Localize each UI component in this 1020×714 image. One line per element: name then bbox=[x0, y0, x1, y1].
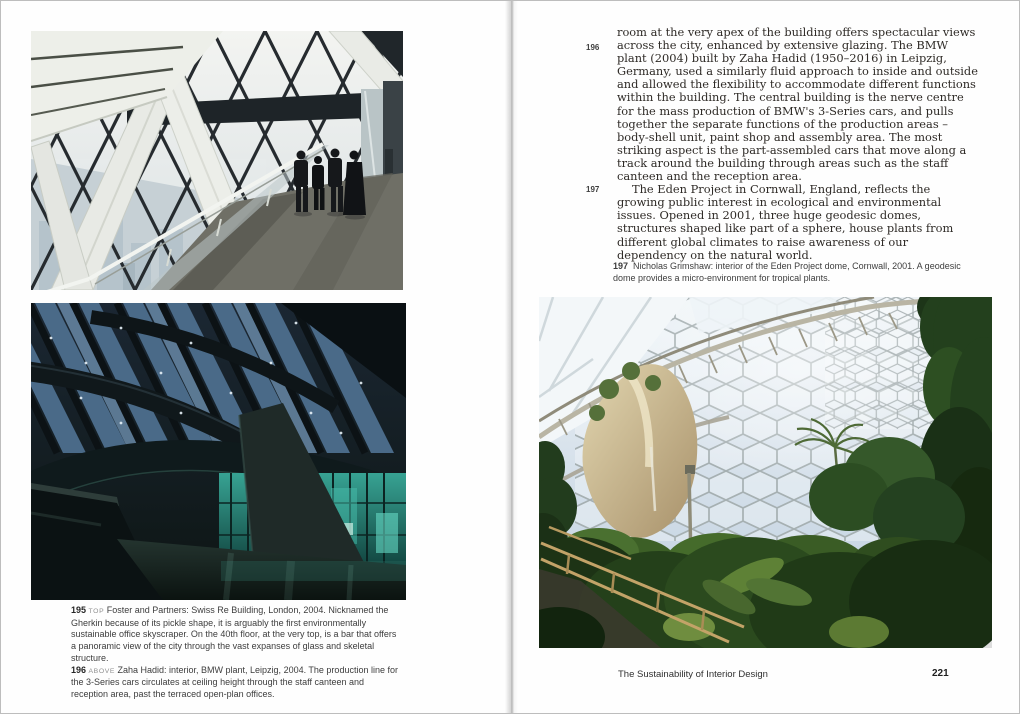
cliff bbox=[583, 362, 698, 538]
body-paragraph-2: The Eden Project in Cornwall, England, reflects the growing public interest in ecological and environmental issues. Opened in 2001, three huge geodesic domes, structures shaped like part of a sphere, house plants from different global climates to raise awareness of our dependency on the natural world. bbox=[617, 182, 954, 262]
caption-195-number: 195 bbox=[71, 605, 87, 615]
body-paragraph-1: room at the very apex of the building offers spectacular views across the city, enhanced by extensive glazing. The BMW plant (2004) built by Zaha Hadid (1950–2016) in Leipzig, Germany, used a similarly fluid approach to inside and outside and allowed the flexibility to accommodate different functions within the building. The central building is the nerve centre for the mass production of BMW's 3-Series cars, and pulls together the separate functions of the production areas – body-shell unit, paint shop and assembly area. The most striking aspect is the part-assembled cars that move along a track around the building through areas such as the staff canteen and the reception area. bbox=[617, 25, 978, 184]
margin-figure-ref-196: 196 bbox=[586, 43, 600, 52]
caption-197-number: 197 bbox=[613, 261, 629, 271]
margin-figure-ref-197: 197 bbox=[586, 185, 600, 194]
caption-196-text: Zaha Hadid: interior, BMW plant, Leipzig, 2004. The production line for the 3-Series cars circulates at ceiling height through the staff canteen and reception area, past the terraced open-plan offices. bbox=[71, 664, 398, 699]
caption-196-number: 196 bbox=[71, 664, 87, 675]
left-captions bbox=[71, 605, 401, 701]
bmw-plant-illustration bbox=[31, 303, 406, 600]
book-spine-gutter bbox=[505, 1, 518, 714]
caption-197 bbox=[613, 261, 985, 284]
caption-197-text: Nicholas Grimshaw: interior of the Eden Project dome, Cornwall, 2001. A geodesic dome provides a micro-environment for tropical plants. bbox=[613, 261, 961, 283]
caption-195-text: Foster and Partners: Swiss Re Building, London, 2004. Nicknamed the Gherkin because of its pickle shape, it is arguably the first environmentally sustainable office skyscraper. On the 40th floor, at the very top, is a bar that offers a panoramic view of the city through the vast expanses of glass and skeletal structure. bbox=[71, 605, 397, 663]
body-text-column bbox=[617, 26, 979, 262]
caption-196-position-label: ABOVE bbox=[88, 667, 115, 675]
page-number: 221 bbox=[932, 668, 949, 679]
caption-195 bbox=[71, 605, 401, 665]
caption-195-position-label: TOP bbox=[88, 608, 105, 615]
eden-dome-illustration bbox=[539, 297, 992, 648]
caption-196 bbox=[71, 665, 401, 701]
swiss-re-illustration bbox=[31, 31, 403, 290]
footer-section-title: The Sustainability of Interior Design bbox=[618, 669, 768, 680]
eden-project-dome-photo bbox=[539, 297, 992, 648]
bmw-plant-interior-photo bbox=[31, 303, 406, 600]
swiss-re-interior-photo bbox=[31, 31, 403, 290]
